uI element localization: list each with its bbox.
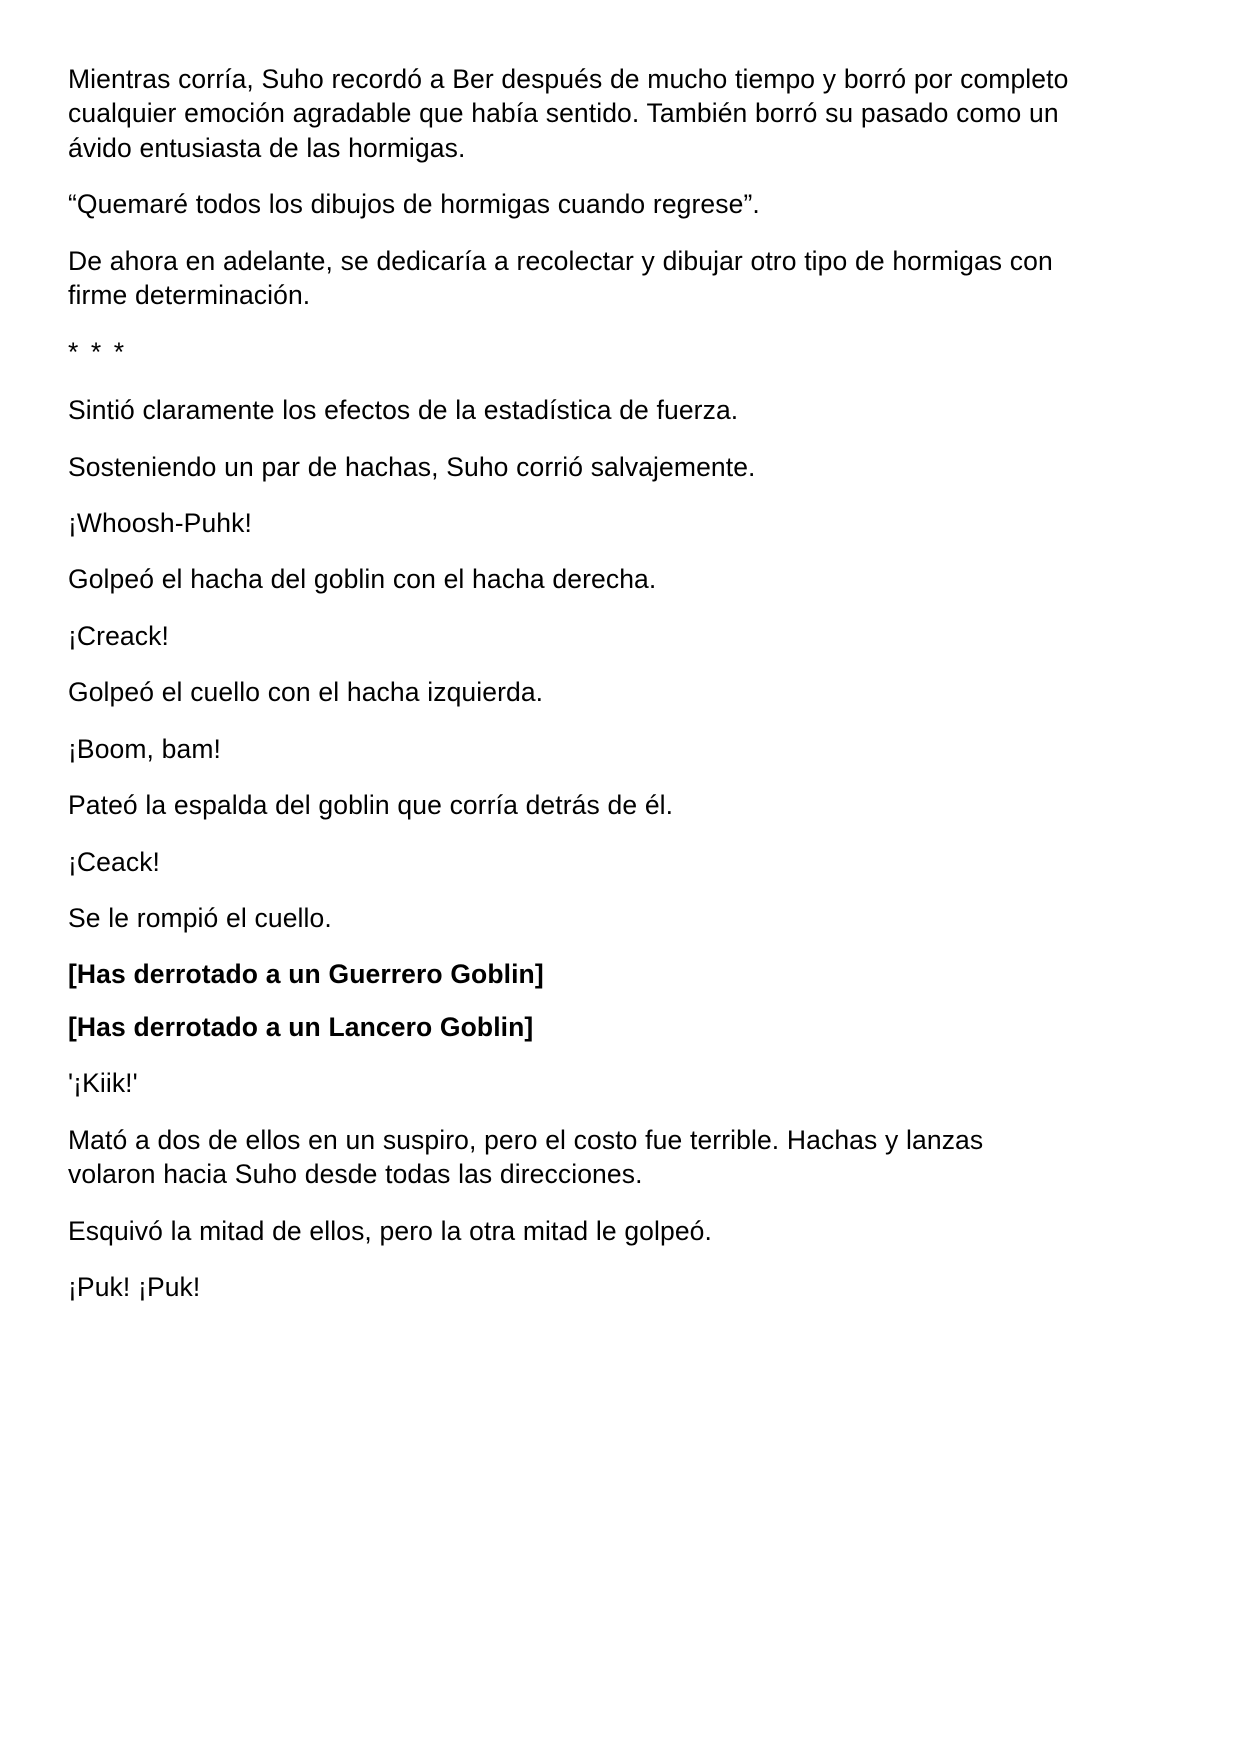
sound-effect-ceack: ¡Ceack! [68,846,161,877]
scene-separator: * * * [68,336,127,367]
sound-effect-kiik: '¡Kiik!' [68,1068,138,1099]
paragraph-p19: Esquivó la mitad de ellos, pero la otra mitad le golpeó. [68,1215,712,1246]
paragraph-p18: Mató a dos de ellos en un suspiro, pero el costo fue terrible. Hachas y lanzas volaron hacia Suho desde todas las direcciones. [68,1124,984,1190]
sound-effect-puk-puk: ¡Puk! ¡Puk! [68,1272,201,1303]
paragraph-p3: De ahora en adelante, se dedicaría a recolectar y dibujar otro tipo de hormigas con firme determinación. [68,245,1053,311]
paragraph-p1: Mientras corría, Suho recordó a Ber después de mucho tiempo y borró por completo cualquier emoción agradable que había sentido. También borró su pasado como un ávido entusiasta de las hormigas. [68,64,1069,163]
paragraph-p8: Golpeó el hacha del goblin con el hacha derecha. [68,564,657,595]
sound-effect-creack: ¡Creack! [68,620,169,651]
paragraph-p5: Sintió claramente los efectos de la estadística de fuerza. [68,395,739,426]
sound-effect-boom-bam: ¡Boom, bam! [68,733,221,764]
paragraph-p2: “Quemaré todos los dibujos de hormigas cuando regrese”. [68,189,760,220]
paragraph-p10: Golpeó el cuello con el hacha izquierda. [68,677,544,708]
sound-effect-whoosh-puhk: ¡Whoosh-Puhk! [68,507,252,538]
paragraph-p12: Pateó la espalda del goblin que corría detrás de él. [68,790,674,821]
paragraph-p6: Sosteniendo un par de hachas, Suho corrió salvajemente. [68,451,756,482]
system-message-guerrero-goblin: [Has derrotado a un Guerrero Goblin] [68,959,544,990]
paragraph-p14: Se le rompió el cuello. [68,903,332,933]
system-message-lancero-goblin: [Has derrotado a un Lancero Goblin] [68,1011,534,1042]
